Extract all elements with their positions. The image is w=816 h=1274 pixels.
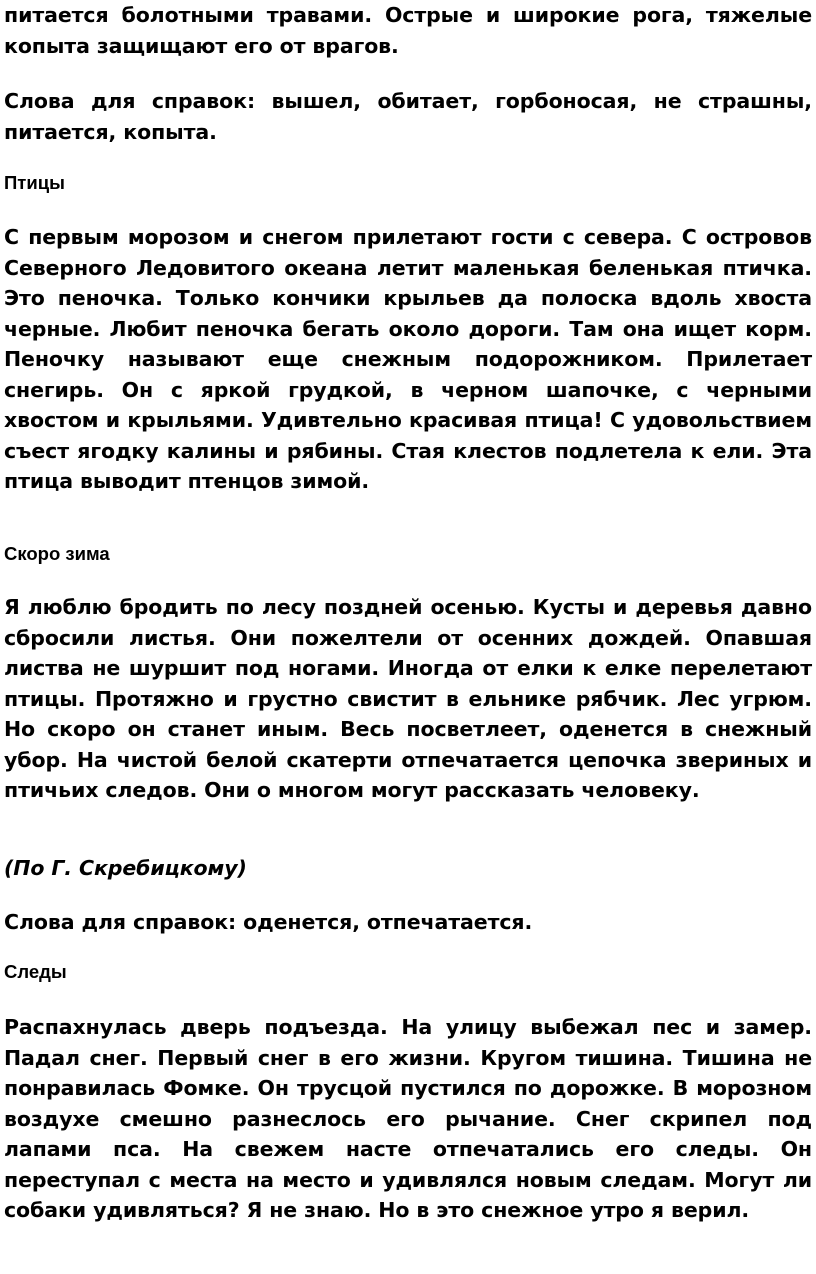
paragraph-winter: Я люблю бродить по лесу поздней осенью. Кусты и деревья давно сбросили листья. Они пожелтели от осенних дождей. Опавшая листва не шуршит под ногами. Иногда от елки к елке перелетают птицы. Протяжно и грустно свистит в ельнике рябчик. Лес угрюм. Но скоро он станет иным. Весь посветлеет, оденется в снежный убор. На чистой белой скатерти отпечатается цепочка звериных и птичьих следов. Они о многом могут рассказать человеку. (4, 595, 812, 802)
paragraph-intro: питается болотными травами. Острые и широкие рога, тяжелые копыта защищают его от врагов. (4, 3, 812, 58)
heading-winter: Скоро зима (4, 543, 110, 564)
reference-words-1: Слова для справок: вышел, обитает, горбоносая, не страшны, питается, копыта. (4, 89, 812, 144)
paragraph-tracks: Распахнулась дверь подъезда. На улицу выбежал пес и замер. Падал снег. Первый снег в его жизни. Кругом тишина. Тишина не понравилась Фомке. Он трусцой пустился по дорожке. В морозном воздухе смешно разнеслось его рычание. Снег скрипел под лапами пса. На свежем насте отпечатались его следы. Он переступал с места на место и удивлялся новым следам. Могут ли собаки удивляться? Я не знаю. Но в это снежное утро я верил. (4, 1015, 812, 1222)
author-attribution: (По Г. Скребицкому) (4, 856, 247, 880)
heading-tracks: Следы (4, 961, 67, 982)
heading-birds: Птицы (4, 172, 65, 193)
paragraph-birds: С первым морозом и снегом прилетают гости с севера. С островов Северного Ледовитого океана летит маленькая беленькая птичка. Это пеночка. Только кончики крыльев да полоска вдоль хвоста черные. Любит пеночка бегать около дороги. Там она ищет корм. Пеночку называют еще снежным подорожником. Прилетает снегирь. Он с яркой грудкой, в черном шапочке, с черными хвостом и крыльями. Удивтельно красивая птица! С удовольствием съест ягодку калины и рябины. Стая клестов подлетела к ели. Эта птица выводит птенцов зимой. (4, 225, 812, 493)
reference-words-2: Слова для справок: оденется, отпечатается. (4, 910, 533, 934)
